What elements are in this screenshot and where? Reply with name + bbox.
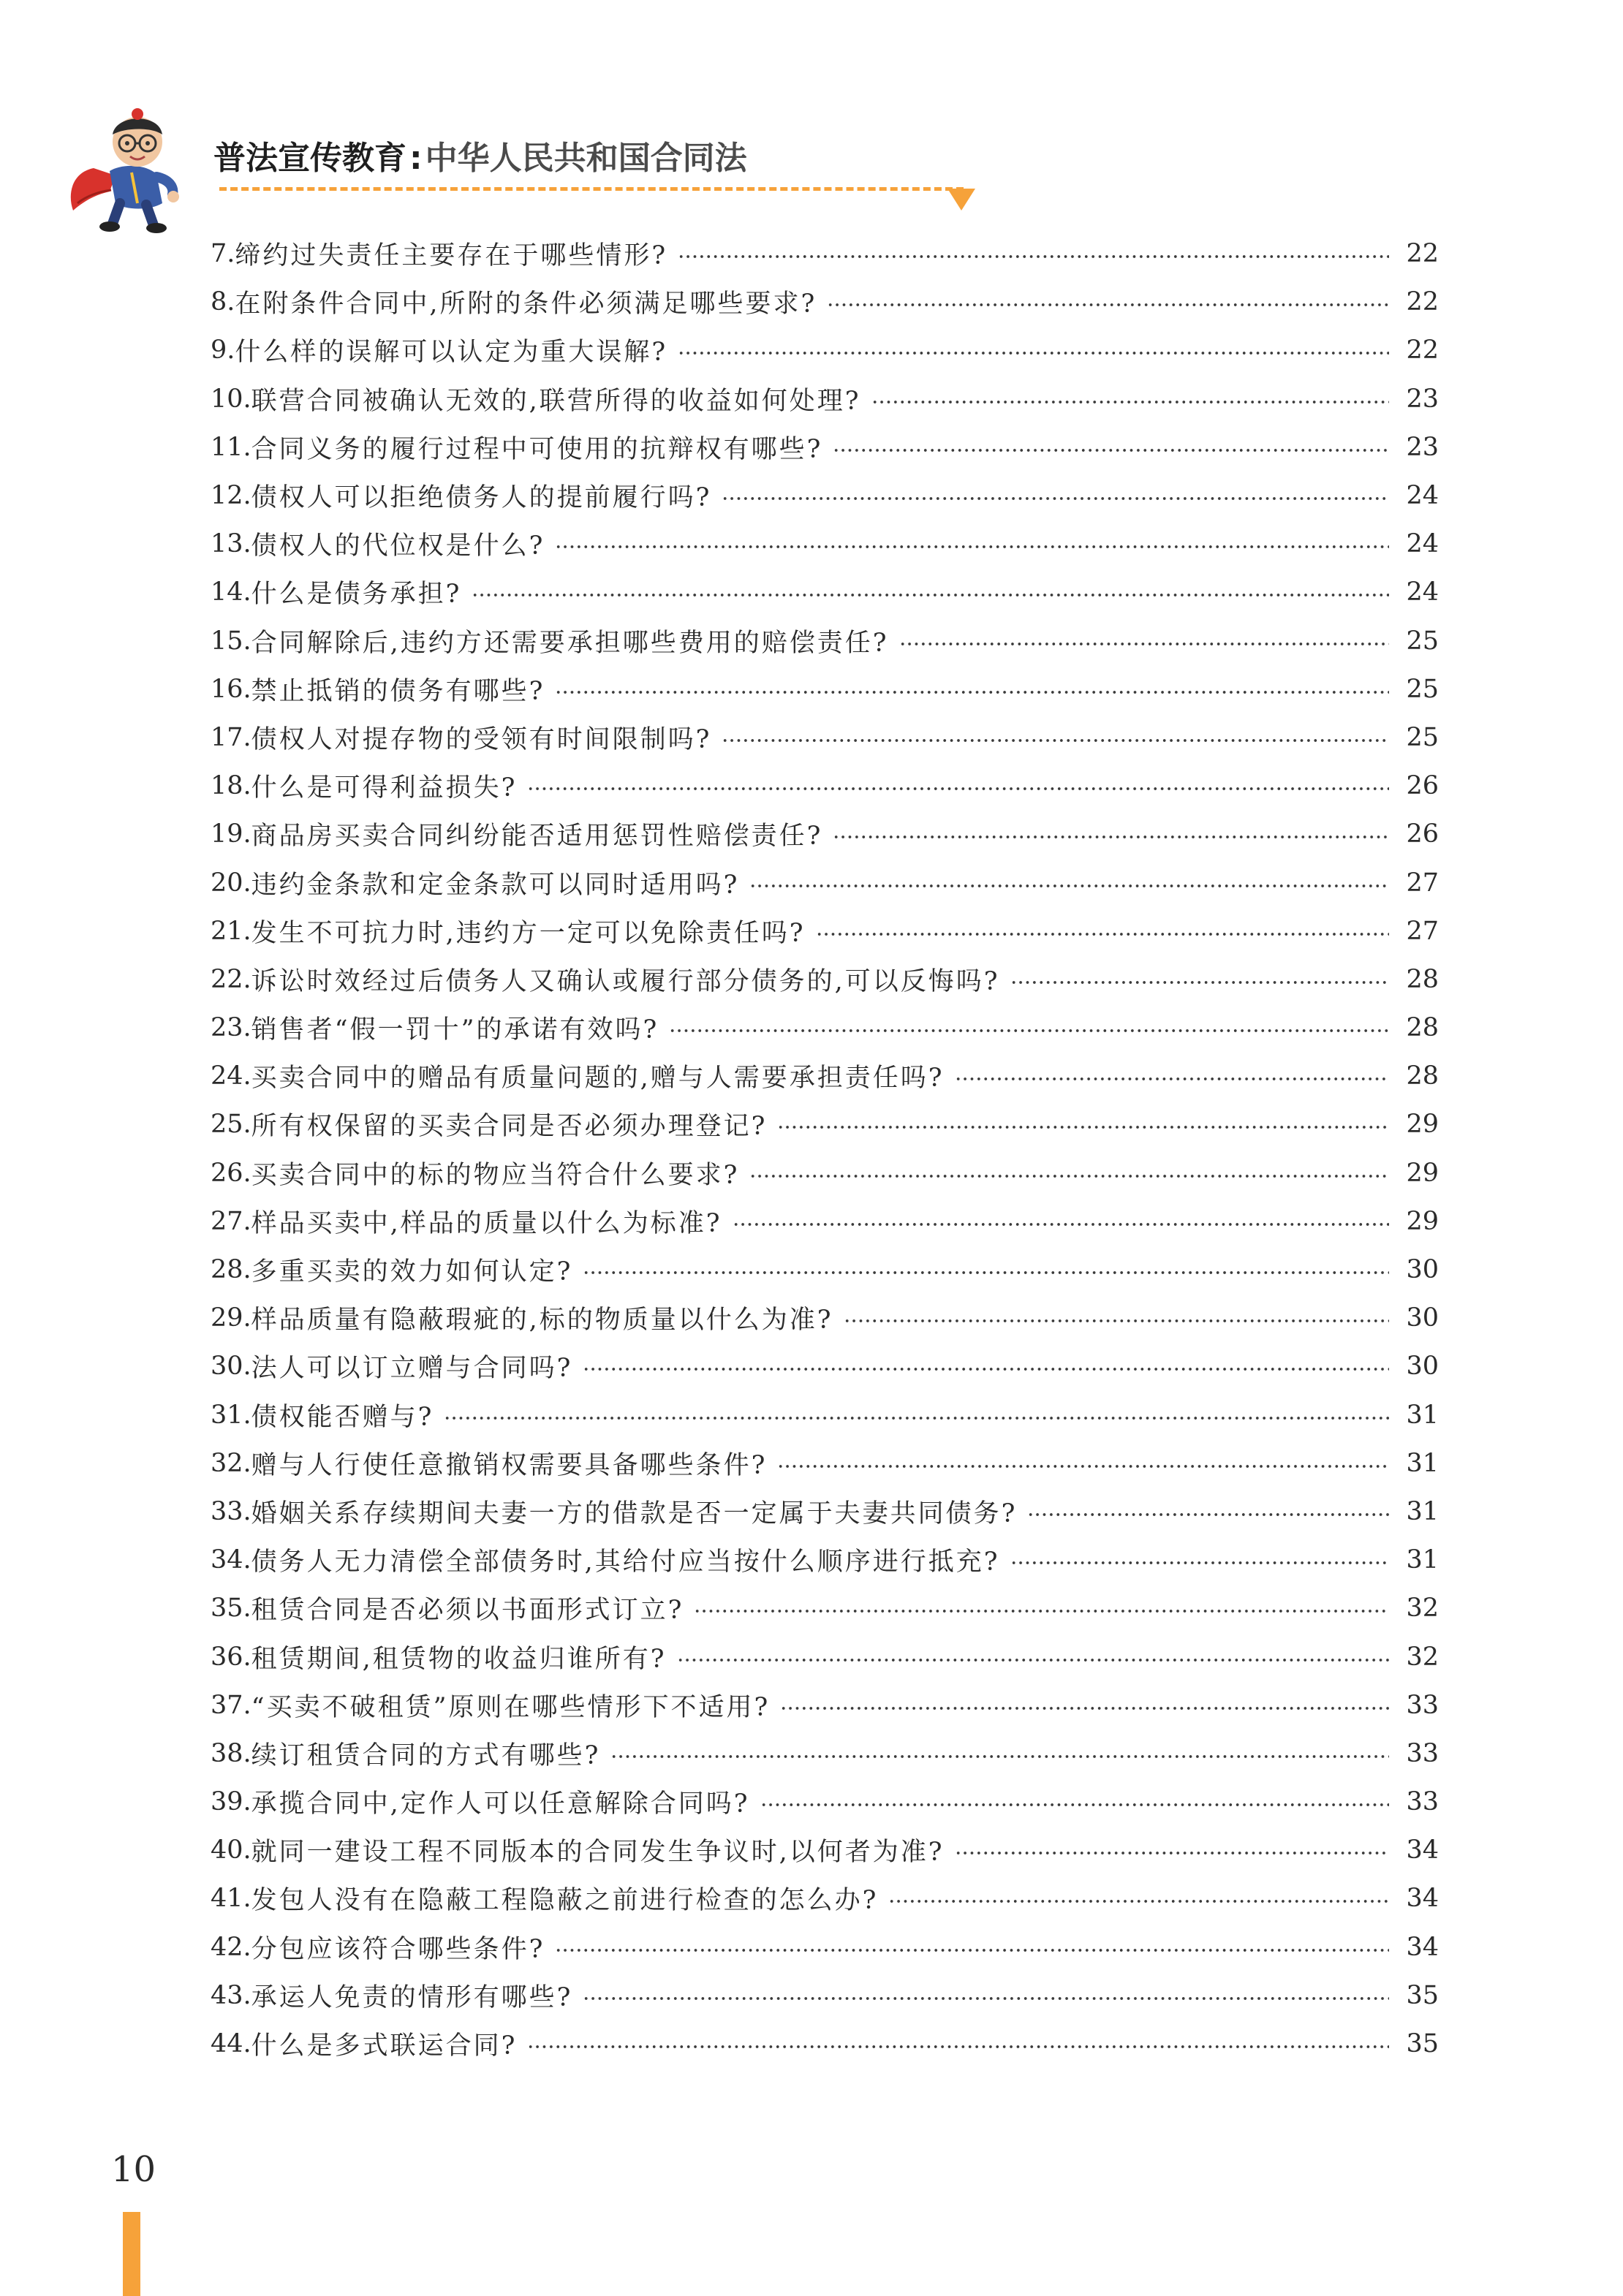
toc-entry-page: 22 bbox=[1406, 287, 1439, 317]
toc-entry-title: 诉讼时效经过后债务人又确认或履行部分债务的,可以反悔吗? bbox=[251, 966, 1000, 996]
toc-entry-page: 24 bbox=[1406, 529, 1439, 559]
toc-entry[interactable] bbox=[211, 520, 1439, 568]
toc-entry-number: 15. bbox=[211, 626, 251, 656]
toc-entry-page: 29 bbox=[1406, 1158, 1439, 1188]
toc-dot-leader bbox=[583, 1368, 1389, 1371]
toc-entry-number: 24. bbox=[211, 1061, 251, 1091]
toc-entry-title: 违约金条款和定金条款可以同时适用吗? bbox=[251, 870, 740, 900]
toc-entry-number: 38. bbox=[211, 1738, 251, 1768]
toc-entry[interactable] bbox=[211, 1584, 1439, 1632]
toc-entry[interactable] bbox=[211, 1729, 1439, 1778]
toc-dot-leader bbox=[1027, 1513, 1389, 1516]
toc-entry[interactable] bbox=[211, 665, 1439, 713]
toc-entry[interactable] bbox=[211, 1294, 1439, 1342]
toc-entry-number: 44. bbox=[211, 2029, 251, 2059]
toc-dot-leader bbox=[1010, 1561, 1389, 1564]
toc-entry-number: 12. bbox=[211, 481, 251, 511]
toc-entry-number: 18. bbox=[211, 771, 251, 801]
toc-entry-page: 22 bbox=[1406, 239, 1439, 269]
toc-entry-title: 买卖合同中的标的物应当符合什么要求? bbox=[251, 1160, 740, 1190]
toc-dot-leader bbox=[833, 836, 1389, 838]
toc-dot-leader bbox=[844, 1319, 1389, 1322]
toc-entry-title: “买卖不破租赁”原则在哪些情形下不适用? bbox=[251, 1692, 771, 1722]
toc-dot-leader bbox=[871, 401, 1389, 403]
toc-entry-title: 租赁合同是否必须以书面形式订立? bbox=[251, 1596, 684, 1626]
toc-dot-leader bbox=[722, 739, 1389, 742]
toc-entry-number: 7. bbox=[211, 239, 235, 269]
toc-entry-page: 30 bbox=[1406, 1352, 1439, 1382]
toc-entry-title: 债权能否赠与? bbox=[251, 1402, 434, 1432]
toc-entry-title: 就同一建设工程不同版本的合同发生争议时,以何者为准? bbox=[251, 1838, 945, 1868]
toc-entry-page: 33 bbox=[1406, 1690, 1439, 1720]
toc-entry-number: 31. bbox=[211, 1400, 251, 1430]
toc-entry-page: 23 bbox=[1406, 432, 1439, 462]
toc-entry-title: 缔约过失责任主要存在于哪些情形? bbox=[235, 241, 668, 271]
toc-dot-leader bbox=[1010, 981, 1389, 984]
toc-dot-leader bbox=[694, 1610, 1389, 1613]
toc-dot-leader bbox=[780, 1707, 1389, 1710]
toc-dot-leader bbox=[555, 545, 1389, 548]
toc-entry-page: 25 bbox=[1406, 674, 1439, 704]
toc-entry-number: 22. bbox=[211, 964, 251, 994]
toc-entry-page: 31 bbox=[1406, 1448, 1439, 1478]
toc-entry-number: 21. bbox=[211, 916, 251, 946]
toc-entry-title: 商品房买卖合同纠纷能否适用惩罚性赔偿责任? bbox=[251, 822, 823, 852]
toc-entry-title: 债务人无力清偿全部债务时,其给付应当按什么顺序进行抵充? bbox=[251, 1547, 1000, 1577]
toc-entry[interactable] bbox=[211, 810, 1439, 858]
toc-dot-leader bbox=[749, 1175, 1389, 1178]
toc-entry-title: 合同解除后,违约方还需要承担哪些费用的赔偿责任? bbox=[251, 628, 889, 658]
toc-entry-page: 32 bbox=[1406, 1642, 1439, 1672]
toc-entry-number: 42. bbox=[211, 1932, 251, 1962]
toc-entry-title: 承揽合同中,定作人可以任意解除合同吗? bbox=[251, 1789, 750, 1819]
toc-entry-number: 11. bbox=[211, 432, 251, 462]
toc-entry-number: 23. bbox=[211, 1013, 251, 1043]
toc-entry-number: 27. bbox=[211, 1206, 251, 1236]
toc-entry-number: 16. bbox=[211, 674, 251, 704]
toc-entry-title: 什么样的误解可以认定为重大误解? bbox=[235, 338, 668, 368]
toc-entry[interactable] bbox=[211, 1149, 1439, 1197]
toc-entry-number: 20. bbox=[211, 868, 251, 898]
toc-entry[interactable] bbox=[211, 1246, 1439, 1294]
toc-entry-page: 26 bbox=[1406, 819, 1439, 849]
toc-entry[interactable] bbox=[211, 568, 1439, 616]
toc-entry[interactable] bbox=[211, 1342, 1439, 1390]
toc-dot-leader bbox=[777, 1126, 1389, 1129]
toc-entry-page: 33 bbox=[1406, 1738, 1439, 1768]
toc-entry-number: 33. bbox=[211, 1496, 251, 1526]
toc-entry-number: 25. bbox=[211, 1110, 251, 1140]
toc-dot-leader bbox=[527, 787, 1389, 790]
toc-entry-number: 41. bbox=[211, 1884, 251, 1914]
toc-entry-page: 31 bbox=[1406, 1545, 1439, 1575]
toc-entry[interactable] bbox=[211, 1826, 1439, 1874]
toc-entry[interactable] bbox=[211, 423, 1439, 471]
toc-entry-title: 什么是多式联运合同? bbox=[251, 2031, 518, 2061]
toc-entry[interactable] bbox=[211, 762, 1439, 810]
toc-entry-title: 买卖合同中的赠品有质量问题的,赠与人需要承担责任吗? bbox=[251, 1064, 945, 1094]
toc-entry[interactable] bbox=[211, 1052, 1439, 1100]
toc-entry[interactable] bbox=[211, 1778, 1439, 1826]
toc-entry-page: 24 bbox=[1406, 481, 1439, 511]
toc-entry-number: 37. bbox=[211, 1690, 251, 1720]
toc-entry[interactable] bbox=[211, 1100, 1439, 1148]
toc-entry[interactable] bbox=[211, 1923, 1439, 1971]
header-title bbox=[213, 133, 747, 184]
toc-dot-leader bbox=[833, 449, 1389, 452]
toc-dot-leader bbox=[722, 497, 1389, 500]
toc-dot-leader bbox=[610, 1755, 1389, 1758]
toc-entry-number: 36. bbox=[211, 1642, 251, 1672]
toc-dot-leader bbox=[678, 255, 1389, 258]
toc-dot-leader bbox=[677, 1659, 1389, 1662]
table-of-contents bbox=[211, 230, 1439, 2068]
toc-entry[interactable] bbox=[211, 1971, 1439, 2020]
header-dashed-rule bbox=[219, 187, 964, 191]
toc-dot-leader bbox=[583, 1271, 1389, 1274]
toc-entry[interactable] bbox=[211, 278, 1439, 326]
toc-entry-title: 禁止抵销的债务有哪些? bbox=[251, 676, 545, 706]
toc-entry-title: 债权人的代位权是什么? bbox=[251, 531, 545, 561]
toc-entry-title: 分包应该符合哪些条件? bbox=[251, 1934, 545, 1964]
toc-entry-page: 34 bbox=[1406, 1932, 1439, 1962]
toc-entry-page: 34 bbox=[1406, 1884, 1439, 1914]
toc-entry-title: 样品买卖中,样品的质量以什么为标准? bbox=[251, 1208, 722, 1238]
toc-entry-page: 30 bbox=[1406, 1303, 1439, 1333]
toc-entry-title: 样品质量有隐蔽瑕疵的,标的物质量以什么为准? bbox=[251, 1306, 833, 1335]
toc-dot-leader bbox=[888, 1900, 1389, 1903]
toc-entry[interactable] bbox=[211, 1536, 1439, 1584]
toc-entry-page: 30 bbox=[1406, 1255, 1439, 1285]
toc-entry-number: 17. bbox=[211, 722, 251, 752]
toc-entry-title: 债权人可以拒绝债务人的提前履行吗? bbox=[251, 483, 712, 513]
toc-dot-leader bbox=[669, 1029, 1389, 1032]
triangle-down-icon bbox=[947, 189, 975, 211]
toc-entry-number: 39. bbox=[211, 1787, 251, 1817]
toc-entry[interactable] bbox=[211, 1004, 1439, 1052]
toc-entry-page: 23 bbox=[1406, 384, 1439, 414]
toc-entry-title: 法人可以订立赠与合同吗? bbox=[251, 1354, 573, 1384]
toc-entry-number: 19. bbox=[211, 819, 251, 849]
toc-entry-title: 发包人没有在隐蔽工程隐蔽之前进行检查的怎么办? bbox=[251, 1886, 879, 1916]
toc-entry-page: 24 bbox=[1406, 577, 1439, 607]
toc-dot-leader bbox=[749, 884, 1389, 887]
toc-dot-leader bbox=[472, 594, 1389, 596]
toc-entry-number: 9. bbox=[211, 336, 235, 365]
toc-dot-leader bbox=[555, 1949, 1389, 1952]
toc-entry[interactable] bbox=[211, 230, 1439, 278]
toc-entry[interactable] bbox=[211, 1874, 1439, 1922]
toc-dot-leader bbox=[955, 1852, 1389, 1854]
toc-entry-page: 25 bbox=[1406, 626, 1439, 656]
toc-entry-page: 22 bbox=[1406, 336, 1439, 365]
toc-entry-title: 赠与人行使任意撤销权需要具备哪些条件? bbox=[251, 1450, 768, 1480]
toc-entry-page: 31 bbox=[1406, 1496, 1439, 1526]
toc-entry-title: 婚姻关系存续期间夫妻一方的借款是否一定属于夫妻共同债务? bbox=[251, 1499, 1018, 1528]
toc-entry-number: 13. bbox=[211, 529, 251, 559]
toc-entry-page: 34 bbox=[1406, 1835, 1439, 1865]
toc-entry[interactable] bbox=[211, 1197, 1439, 1246]
toc-entry-title: 所有权保留的买卖合同是否必须办理登记? bbox=[251, 1112, 768, 1142]
toc-entry-page: 29 bbox=[1406, 1206, 1439, 1236]
toc-entry-title: 合同义务的履行过程中可使用的抗辩权有哪些? bbox=[251, 434, 823, 464]
toc-dot-leader bbox=[760, 1803, 1389, 1806]
toc-entry[interactable] bbox=[211, 858, 1439, 906]
toc-entry-page: 26 bbox=[1406, 771, 1439, 801]
toc-dot-leader bbox=[733, 1223, 1389, 1226]
toc-entry[interactable] bbox=[211, 1632, 1439, 1681]
toc-entry-title: 销售者“假一罚十”的承诺有效吗? bbox=[251, 1015, 659, 1045]
toc-entry[interactable] bbox=[211, 907, 1439, 955]
toc-entry-title: 债权人对提存物的受领有时间限制吗? bbox=[251, 724, 712, 754]
page-header bbox=[0, 0, 1623, 219]
toc-entry-page: 27 bbox=[1406, 868, 1439, 898]
toc-dot-leader bbox=[827, 303, 1389, 306]
toc-entry-title: 租赁期间,租赁物的收益归谁所有? bbox=[251, 1644, 667, 1674]
toc-entry[interactable] bbox=[211, 1439, 1439, 1488]
toc-entry-number: 35. bbox=[211, 1594, 251, 1624]
toc-entry-number: 34. bbox=[211, 1545, 251, 1575]
toc-dot-leader bbox=[444, 1417, 1389, 1420]
toc-entry-page: 27 bbox=[1406, 916, 1439, 946]
toc-entry[interactable] bbox=[211, 617, 1439, 665]
toc-entry-page: 28 bbox=[1406, 1013, 1439, 1043]
toc-entry-number: 14. bbox=[211, 577, 251, 607]
accent-side-bar bbox=[123, 2212, 140, 2296]
toc-entry[interactable] bbox=[211, 2020, 1439, 2068]
toc-entry-number: 29. bbox=[211, 1303, 251, 1333]
toc-entry-title: 续订租赁合同的方式有哪些? bbox=[251, 1740, 601, 1770]
toc-dot-leader bbox=[816, 933, 1389, 936]
toc-entry-page: 25 bbox=[1406, 722, 1439, 752]
toc-entry-page: 35 bbox=[1406, 1980, 1439, 2010]
toc-entry-title: 发生不可抗力时,违约方一定可以免除责任吗? bbox=[251, 918, 806, 948]
toc-entry-page: 28 bbox=[1406, 964, 1439, 994]
header-title-separator: : bbox=[409, 140, 423, 177]
toc-entry-number: 32. bbox=[211, 1448, 251, 1478]
header-title-subtitle: 中华人民共和国合同法 bbox=[425, 140, 747, 177]
toc-entry[interactable] bbox=[211, 1681, 1439, 1729]
toc-dot-leader bbox=[583, 1997, 1389, 2000]
header-title-main: 普法宣传教育 bbox=[213, 140, 406, 177]
toc-entry-number: 10. bbox=[211, 384, 251, 414]
toc-entry-page: 33 bbox=[1406, 1787, 1439, 1817]
toc-entry-page: 32 bbox=[1406, 1594, 1439, 1624]
toc-entry[interactable] bbox=[211, 375, 1439, 423]
toc-entry[interactable] bbox=[211, 955, 1439, 1004]
toc-entry-number: 30. bbox=[211, 1352, 251, 1382]
toc-dot-leader bbox=[777, 1465, 1389, 1468]
toc-entry-number: 43. bbox=[211, 1980, 251, 2010]
toc-entry-title: 在附条件合同中,所附的条件必须满足哪些要求? bbox=[235, 289, 817, 319]
toc-entry-title: 什么是可得利益损失? bbox=[251, 773, 518, 803]
toc-dot-leader bbox=[527, 2045, 1389, 2048]
toc-entry-number: 8. bbox=[211, 287, 235, 317]
toc-entry[interactable] bbox=[211, 471, 1439, 520]
toc-entry[interactable] bbox=[211, 326, 1439, 374]
toc-entry[interactable] bbox=[211, 1488, 1439, 1536]
toc-dot-leader bbox=[555, 691, 1389, 694]
toc-entry-page: 31 bbox=[1406, 1400, 1439, 1430]
toc-dot-leader bbox=[899, 643, 1389, 645]
toc-entry-title: 什么是债务承担? bbox=[251, 580, 462, 610]
toc-entry-number: 26. bbox=[211, 1158, 251, 1188]
page-number: 10 bbox=[111, 2149, 156, 2190]
toc-entry-title: 联营合同被确认无效的,联营所得的收益如何处理? bbox=[251, 386, 861, 416]
toc-entry-page: 28 bbox=[1406, 1061, 1439, 1091]
toc-dot-leader bbox=[955, 1077, 1389, 1080]
toc-entry[interactable] bbox=[211, 1391, 1439, 1439]
toc-entry-number: 28. bbox=[211, 1255, 251, 1285]
toc-entry[interactable] bbox=[211, 713, 1439, 762]
mascot-icon bbox=[64, 101, 232, 236]
toc-entry-number: 40. bbox=[211, 1835, 251, 1865]
toc-dot-leader bbox=[678, 352, 1389, 355]
toc-entry-title: 承运人免责的情形有哪些? bbox=[251, 1982, 573, 2012]
toc-entry-title: 多重买卖的效力如何认定? bbox=[251, 1257, 573, 1287]
toc-entry-page: 35 bbox=[1406, 2029, 1439, 2059]
toc-entry-page: 29 bbox=[1406, 1110, 1439, 1140]
